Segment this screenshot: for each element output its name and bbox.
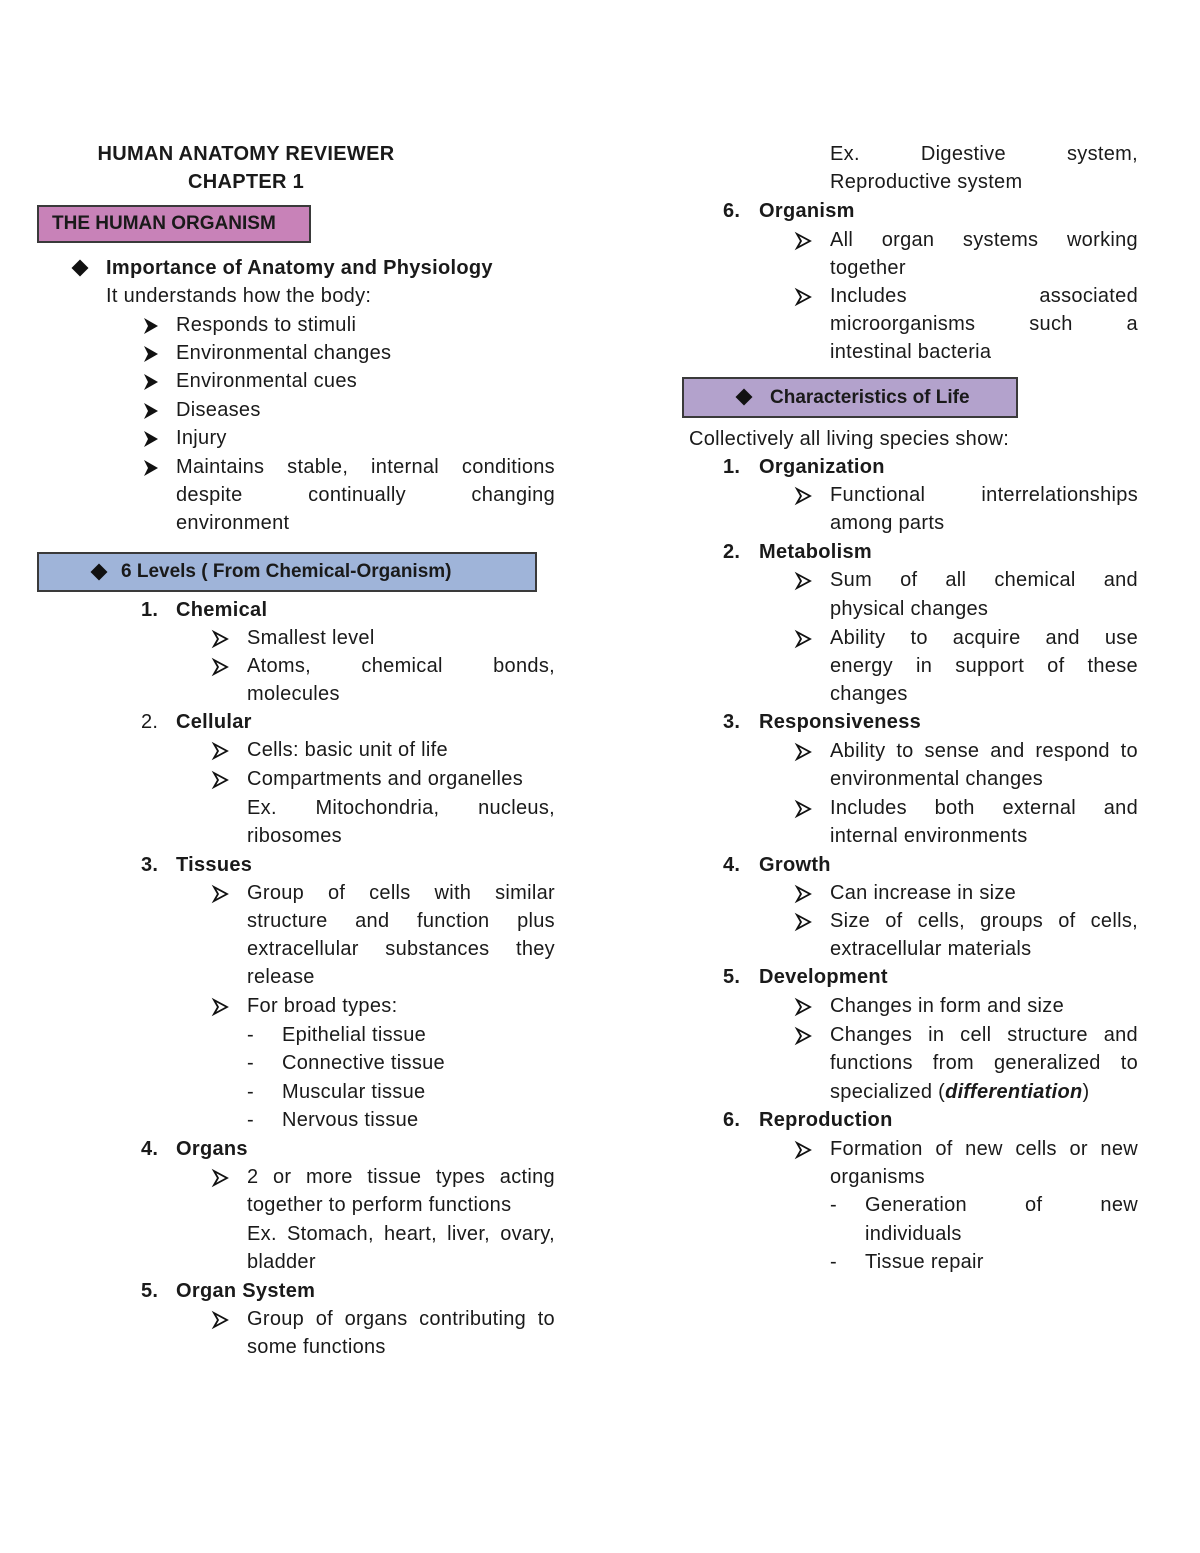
characteristic-bullet-line: changes [830,683,908,705]
arrow-bullet-icon [211,1310,231,1330]
level-title: Cellular [176,711,252,733]
arrow-bullet-icon [141,401,161,421]
importance-item: Environmental changes [176,342,392,364]
word: Ex. [247,797,277,819]
word: both [934,797,975,819]
arrow-bullet-icon [794,912,814,932]
word: generalized [993,1052,1101,1074]
word: of [1058,910,1076,932]
level-bullet-line [830,282,1138,310]
characteristic-bullet-line: among parts [830,512,945,534]
characteristic-bullet-line: organisms [830,1166,925,1188]
level-example-line [247,794,555,822]
characteristic-bullet-line [830,907,1138,935]
level-title: Organs [176,1138,248,1160]
word: new [1100,1194,1138,1216]
characteristic-title: Development [759,966,888,988]
level-bullet-line: release [247,966,315,988]
arrow-bullet-icon [794,571,814,591]
word: cells, [917,910,966,932]
arrow-bullet-icon [141,344,161,364]
arrow-bullet-icon [794,1140,814,1160]
characteristic-bullet-line: environmental changes [830,768,1044,790]
dash-bullet: - [247,1109,254,1131]
characteristic-bullet-line [830,1078,1090,1106]
word: Ex. [830,143,860,165]
diamond-bullet-icon [72,260,89,277]
word: 2 [247,1166,259,1188]
word: of [900,569,918,591]
level-bullet-line: molecules [247,683,340,705]
chapter-label: CHAPTER 1 [187,171,305,193]
word: more [305,1166,353,1188]
word: Formation [830,1138,923,1160]
dash-bullet: - [830,1251,837,1273]
closing-paren: ) [1082,1081,1090,1103]
word: bonds, [493,655,555,677]
word: function [417,910,490,932]
word: Stomach, [286,1223,374,1245]
word: Includes [830,285,907,307]
word: working [1066,229,1138,251]
word: organs [344,1308,408,1330]
characteristic-number: 5. [723,966,741,988]
word: Ability [830,740,886,762]
word: and [1103,1024,1138,1046]
level-example-line: bladder [247,1251,316,1273]
word: acquire [952,627,1021,649]
arrow-bullet-icon [211,884,231,904]
specialized-text: specialized ( [830,1081,946,1103]
characteristic-bullet-line: extracellular materials [830,938,1032,960]
word: use [1104,627,1138,649]
arrow-bullet-icon [794,231,814,251]
level-number: 2. [141,711,159,733]
word: cells, [1090,910,1138,932]
dash-bullet: - [247,1052,254,1074]
arrow-bullet-icon [211,657,231,677]
word: of [315,1308,333,1330]
word: interrelationships [981,484,1138,506]
importance-item-line [176,453,555,481]
level-number: 5. [141,1280,159,1302]
word: and [1103,797,1138,819]
characteristic-title: Growth [759,854,831,876]
tissue-type: Nervous tissue [282,1109,419,1131]
word: with [434,882,472,904]
word: these [1087,655,1138,677]
level-bullet-line [830,226,1138,254]
word: continually [308,484,406,506]
word: substances [385,938,490,960]
characteristic-bullet-line [830,481,1138,509]
word: of [1025,1194,1043,1216]
characteristic-bullet-line [830,652,1138,680]
word: plus [517,910,555,932]
word: support [955,655,1025,677]
characteristic-number: 1. [723,456,741,478]
characteristic-number: 3. [723,711,741,733]
characteristics-intro: Collectively all living species show: [689,428,1010,450]
word: of [1047,655,1065,677]
level-example-line [830,140,1138,168]
word: Digestive [920,143,1006,165]
importance-item-line: environment [176,512,290,534]
arrow-bullet-icon [794,742,814,762]
arrow-bullet-icon [211,629,231,649]
arrow-bullet-icon [794,629,814,649]
word: external [1002,797,1077,819]
importance-intro: It understands how the body: [106,285,372,307]
word: Changes [830,1024,913,1046]
level-title: Organ System [176,1280,316,1302]
word: to [537,1308,555,1330]
word: changing [471,484,555,506]
characteristic-bullet-line: internal environments [830,825,1028,847]
word: to [1120,1052,1138,1074]
dash-bullet: - [830,1194,837,1216]
document-title: HUMAN ANATOMY REVIEWER [97,143,395,165]
characteristic-bullet-line [830,624,1138,652]
level-bullet: Compartments and organelles [247,768,524,790]
importance-item: Injury [176,427,227,449]
level-bullet-line: some functions [247,1336,386,1358]
word: in [928,1024,945,1046]
arrow-bullet-icon [211,1168,231,1188]
differentiation-term: differentiation [945,1081,1083,1103]
arrow-bullet-icon [794,486,814,506]
reproduction-sub-line: individuals [865,1223,962,1245]
word: functions [830,1052,913,1074]
level-bullet: For broad types: [247,995,398,1017]
word: Group [247,1308,305,1330]
word: acting [499,1166,555,1188]
section-levels [37,552,537,592]
word: of [935,1138,953,1160]
dash-bullet: - [247,1024,254,1046]
arrow-bullet-icon [141,316,161,336]
word: similar [495,882,555,904]
word: contributing [419,1308,527,1330]
characteristic-title: Reproduction [759,1109,893,1131]
characteristic-title: Metabolism [759,541,873,563]
arrow-bullet-icon [794,884,814,904]
reproduction-sub-line [865,1191,1138,1219]
characteristic-bullet-line [830,1021,1138,1049]
characteristic-bullet: Changes in form and size [830,995,1064,1017]
word: structure [247,910,328,932]
arrow-bullet-icon [211,770,231,790]
section-characteristics-label: Characteristics of Life [770,386,970,408]
word: cell [960,1024,992,1046]
diamond-bullet-icon [736,389,753,406]
characteristic-title: Responsiveness [759,711,922,733]
word: chemical [361,655,443,677]
word: Includes [830,797,907,819]
level-example-line: Reproductive system [830,171,1023,193]
level-bullet-line: together to perform functions [247,1194,512,1216]
arrow-bullet-icon [141,372,161,392]
level-bullet-line: intestinal bacteria [830,341,992,363]
arrow-bullet-icon [794,997,814,1017]
reproduction-sub-item: Tissue repair [865,1251,984,1273]
word: respond [1035,740,1110,762]
characteristic-bullet-line: physical changes [830,598,989,620]
characteristic-title: Organization [759,456,885,478]
word: all [945,569,967,591]
diamond-bullet-icon [91,564,108,581]
word: new [1100,1138,1138,1160]
level-bullet-line [247,1163,555,1191]
characteristic-number: 4. [723,854,741,876]
word: to [1120,740,1138,762]
word: groups [980,910,1044,932]
word: Ex. [247,1223,277,1245]
level-bullet-line [247,935,555,963]
level-example-line [247,1220,555,1248]
word: nucleus, [478,797,555,819]
tissue-type: Connective tissue [282,1052,445,1074]
word: to [896,740,914,762]
word: associated [1039,285,1138,307]
level-bullet-line [247,879,555,907]
level-title: Chemical [176,599,268,621]
level-bullet: Cells: basic unit of life [247,739,448,761]
characteristic-number: 6. [723,1109,741,1131]
level-bullet-line [247,1305,555,1333]
word: or [1069,1138,1088,1160]
arrow-bullet-icon [794,799,814,819]
importance-heading: Importance of Anatomy and Physiology [106,257,493,279]
level-title: Organism [759,200,855,222]
word: chemical [994,569,1076,591]
level-bullet-line [830,310,1138,338]
word: stable, [287,456,349,478]
word: internal [371,456,440,478]
importance-item-line [176,481,555,509]
word: All [830,229,854,251]
word: cells [369,882,411,904]
word: of [327,882,346,904]
arrow-bullet-icon [794,287,814,307]
word: types [435,1166,486,1188]
word: Size [830,910,871,932]
arrow-bullet-icon [211,997,231,1017]
word: of [885,910,903,932]
word: structure [1007,1024,1088,1046]
arrow-bullet-icon [141,458,161,478]
section-levels-label: 6 Levels ( From Chemical-Organism) [121,561,452,582]
level-example-line: ribosomes [247,825,342,847]
arrow-bullet-icon [211,741,231,761]
word: systems [962,229,1039,251]
word: Maintains [176,456,265,478]
word: Atoms, [247,655,312,677]
word: in [916,655,933,677]
word: Group [247,882,305,904]
level-number: 4. [141,1138,159,1160]
level-number: 1. [141,599,159,621]
characteristic-bullet-line [830,1049,1138,1077]
section-human-organism-label: THE HUMAN ORGANISM [52,213,276,234]
importance-item: Responds to stimuli [176,314,357,336]
word: they [515,938,555,960]
word: from [932,1052,974,1074]
arrow-bullet-icon [141,429,161,449]
section-characteristics [682,377,1018,418]
word: such [1029,313,1073,335]
characteristic-bullet-line [830,794,1138,822]
word: and [1045,627,1080,649]
word: or [273,1166,292,1188]
word: extracellular [247,938,359,960]
tissue-type: Muscular tissue [282,1081,426,1103]
section-human-organism [37,205,311,243]
word: new [965,1138,1003,1160]
word: and [355,910,390,932]
characteristic-number: 2. [723,541,741,563]
level-number: 3. [141,854,159,876]
word: and [990,740,1025,762]
level-bullet-line: together [830,257,906,279]
word: heart, [384,1223,437,1245]
level-bullet-line [247,652,555,680]
characteristic-bullet: Can increase in size [830,882,1017,904]
importance-item: Environmental cues [176,370,358,392]
level-number: 6. [723,200,741,222]
characteristic-bullet-line [830,737,1138,765]
word: conditions [461,456,555,478]
word: liver, [447,1223,491,1245]
importance-item: Diseases [176,399,261,421]
word: Functional [830,484,926,506]
word: Mitochondria, [315,797,440,819]
word: to [910,627,928,649]
word: cells [1015,1138,1057,1160]
word: Ability [830,627,886,649]
characteristic-bullet-line [830,1135,1138,1163]
word: ovary, [500,1223,555,1245]
word: microorganisms [830,313,976,335]
word: sense [924,740,980,762]
word: organ [881,229,935,251]
word: energy [830,655,893,677]
level-title: Tissues [176,854,253,876]
word: system, [1066,143,1138,165]
word: despite [176,484,243,506]
level-bullet-line [247,907,555,935]
tissue-type: Epithelial tissue [282,1024,427,1046]
word: Generation [865,1194,967,1216]
word: and [1103,569,1138,591]
arrow-bullet-icon [794,1026,814,1046]
level-bullet: Smallest level [247,627,375,649]
word: Sum [830,569,873,591]
word: tissue [367,1166,422,1188]
characteristic-bullet-line [830,566,1138,594]
word: a [1126,313,1138,335]
dash-bullet: - [247,1081,254,1103]
